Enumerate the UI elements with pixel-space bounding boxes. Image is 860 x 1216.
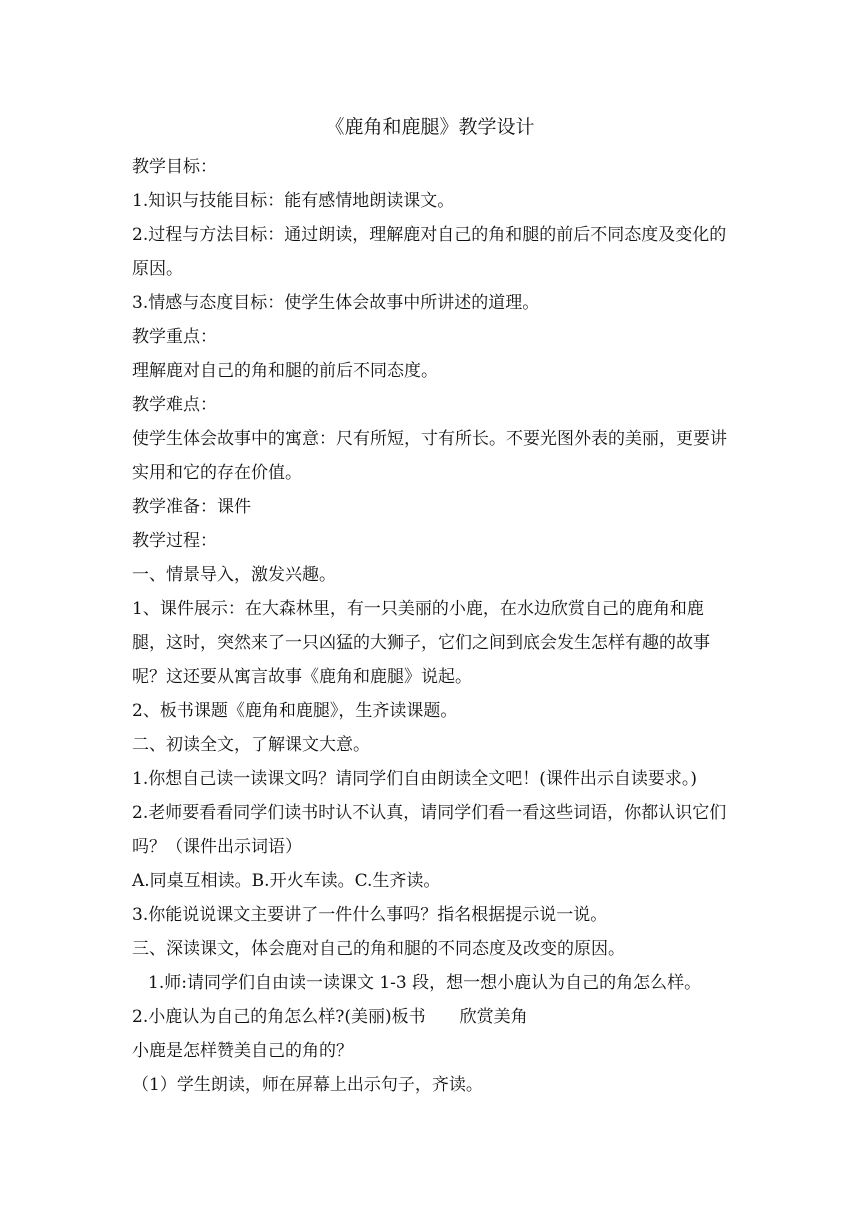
process-step-two-item-2: 2.老师要看看同学们读书时认不认真，请同学们看一看这些词语，你都认识它们吗？（课件出示词语） [132,803,727,857]
process-step-three-item-1: 1.师:请同学们自由读一读课文 1-3 段，想一想小鹿认为自己的角怎么样。 [148,973,702,993]
process-step-two-item-3: 3.你能说说课文主要讲了一件什么事吗？指名根据提示说一说。 [132,905,608,925]
objective-knowledge: 1.知识与技能目标：能有感情地朗读课文。 [132,191,455,211]
section-heading-key-points: 教学重点： [132,327,217,347]
process-step-one-heading: 一、情景导入，激发兴趣。 [132,565,336,585]
objective-process: 2.过程与方法目标：通过朗读，理解鹿对自己的角和腿的前后不同态度及变化的原因。 [132,225,727,279]
process-step-three-item-2: 2.小鹿认为自己的角怎么样?(美丽)板书 欣赏美角 [132,1007,528,1027]
difficulty-text: 使学生体会故事中的寓意：尺有所短，寸有所长。不要光图外表的美丽，更要讲实用和它的存在价值。 [132,429,727,483]
process-step-two-reading-options: A.同桌互相读。B.开火车读。C.生齐读。 [132,871,441,891]
document-title: 《鹿角和鹿腿》教学设计 [325,116,535,138]
process-step-one-item-2: 2、板书课题《鹿角和鹿腿》，生齐读课题。 [132,701,458,721]
process-step-three-subitem-1: （1）学生朗读，师在屏幕上出示句子，齐读。 [132,1075,483,1095]
objective-emotion: 3.情感与态度目标：使学生体会故事中所讲述的道理。 [132,293,540,313]
process-step-three-question: 小鹿是怎样赞美自己的角的？ [132,1041,353,1061]
process-step-one-item-1: 1、课件展示：在大森林里，有一只美丽的小鹿，在水边欣赏自己的鹿角和鹿腿，这时，突然来了一只凶猛的大狮子，它们之间到底会发生怎样有趣的故事呢？这还要从寓言故事《鹿角和鹿腿》说起。 [132,599,710,687]
section-heading-difficulties: 教学难点： [132,395,217,415]
section-heading-objectives: 教学目标： [132,157,217,177]
document-body [132,150,732,1102]
process-step-three-heading: 三、深读课文，体会鹿对自己的角和腿的不同态度及改变的原因。 [132,939,625,959]
key-point-text: 理解鹿对自己的角和腿的前后不同态度。 [132,361,438,381]
teaching-preparation: 教学准备：课件 [132,497,251,517]
process-step-two-item-1: 1.你想自己读一读课文吗？请同学们自由朗读全文吧！(课件出示自读要求。) [132,769,697,789]
process-step-two-heading: 二、初读全文，了解课文大意。 [132,735,370,755]
section-heading-process: 教学过程： [132,531,217,551]
